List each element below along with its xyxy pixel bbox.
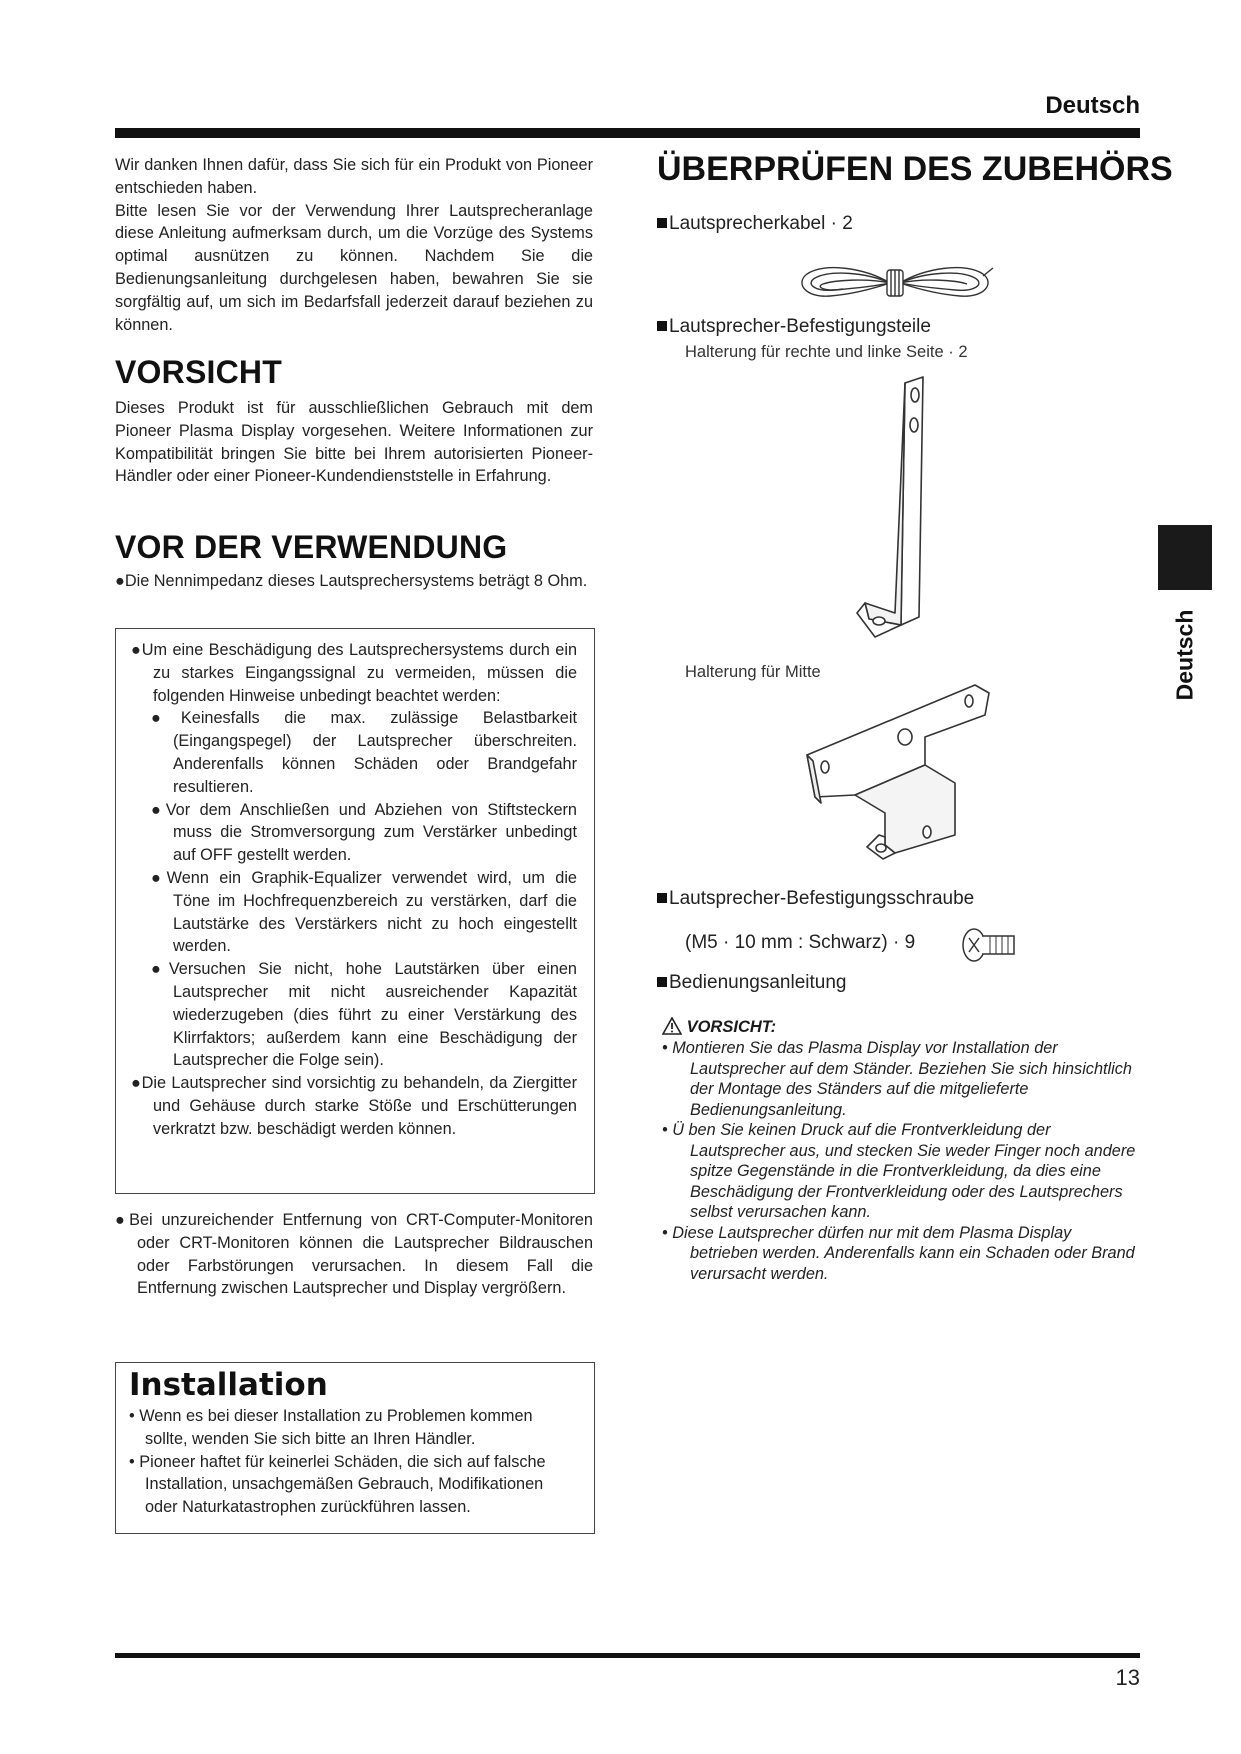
screw-spec: (M5 · 10 mm : Schwarz) · 9 xyxy=(685,932,916,953)
intro-section xyxy=(115,154,593,336)
warning-item: ●Vor dem Anschließen und Abziehen von Stiftsteckern muss die Stromversorgung zum Verstärker unbedingt auf OFF gestellt werden. xyxy=(151,800,577,865)
caution-item: • Diese Lautsprecher dürfen nur mit dem Plasma Display betrieben werden. Anderenfalls kann ein Schaden oder Brand verursacht werden. xyxy=(662,1223,1135,1283)
center-bracket-illustration xyxy=(795,675,1005,875)
impedance-note: ●Die Nennimpedanz dieses Lautsprechersystems beträgt 8 Ohm. xyxy=(115,572,588,590)
side-tab-label: Deutsch xyxy=(1171,609,1198,701)
installation-item: • Pioneer haftet für keinerlei Schäden, die sich auf falsche Installation, unsachgemäßen Gebrauch, Modifikationen oder Naturkatastrophen zurückführen lassen. xyxy=(129,1452,546,1517)
caution-heading: VORSICHT: xyxy=(686,1018,777,1036)
warning-box-intro: ●Um eine Beschädigung des Lautsprechersystems durch ein zu starkes Eingangssignal zu vermeiden, müssen die folgenden Hinweise unbedingt beachtet werden: xyxy=(131,641,577,705)
header-language: Deutsch xyxy=(1045,92,1140,119)
caution-section xyxy=(662,1017,1142,1284)
warning-triangle-icon xyxy=(662,1017,682,1035)
accessories-heading: ÜBERPRÜFEN DES ZUBEHÖRS xyxy=(657,150,1173,188)
bracket-center-label: Halterung für Mitte xyxy=(685,663,821,681)
intro-paragraph-2: Bitte lesen Sie vor der Verwendung Ihrer Lautsprecheranlage diese Anleitung aufmerksam durch, um die Vorzüge des Systems optimal ausnützen zu können. Nachdem Sie die Bedienungsanleitung durchgelesen haben, bewahren Sie sie sorgfältig auf, um sich im Bedarfsfall jederzeit darauf beziehen zu können. xyxy=(115,201,593,334)
accessory-cable: Lautsprecherkabel · 2 xyxy=(657,213,853,235)
bracket-side-label: Halterung für rechte und linke Seite · 2 xyxy=(685,343,968,361)
screw-icon xyxy=(960,924,1018,966)
caution-item: • Ü ben Sie keinen Druck auf die Frontverkleidung der Lautsprecher aus, und stecken Sie weder Finger noch andere spitze Gegenstände in die Frontverkleidung, da dies eine Beschädigung der Frontverkleidung oder des Lautsprechers selbst verursachen kann. xyxy=(662,1121,1136,1221)
footer-rule xyxy=(115,1653,1140,1658)
speaker-cable-illustration xyxy=(795,256,1000,311)
vor-der-verwendung-heading: VOR DER VERWENDUNG xyxy=(115,529,508,565)
installation-heading: Installation xyxy=(129,1367,328,1403)
accessory-screw: Lautsprecher-Befestigungsschraube xyxy=(657,888,974,910)
crt-note: ●Bei unzureichender Entfernung von CRT-Computer-Monitoren oder CRT-Monitoren können die Lautsprecher Bildrauschen oder Farbstörungen verursachen. In diesem Fall die Entfernung zwischen Lautsprecher und Display vergrößern. xyxy=(115,1211,593,1298)
warning-box-last: ●Die Lautsprecher sind vorsichtig zu behandeln, da Ziergitter und Gehäuse durch starke Stöße und Erschütterungen verkratzt bzw. beschädigt werden können. xyxy=(131,1074,577,1138)
header-rule xyxy=(115,128,1140,138)
warning-box xyxy=(115,628,595,1194)
installation-item: • Wenn es bei dieser Installation zu Problemen kommen sollte, wenden Sie sich bitte an Ihren Händler. xyxy=(129,1407,533,1448)
side-tab-marker xyxy=(1158,525,1212,590)
accessory-manual: Bedienungsanleitung xyxy=(657,972,847,994)
warning-item: ●Versuchen Sie nicht, hohe Lautstärken über einen Lautsprecher mit nicht ausreichender Kapazität wiederzugeben (dies führt zu einer Verstärkung des Klirrfaktors; außerdem kann eine Beschädigung der Lautsprecher die Folge sein). xyxy=(151,960,577,1070)
vorsicht-text: Dieses Produkt ist für ausschließlichen Gebrauch mit dem Pioneer Plasma Display vorgesehen. Weitere Informationen zur Kompatibilität bringen Sie bitte bei Ihrem autorisierten Pioneer-Händler oder einer Pioneer-Kundendienststelle in Erfahrung. xyxy=(115,399,593,486)
installation-box xyxy=(115,1362,595,1534)
warning-item: ●Wenn ein Graphik-Equalizer verwendet wird, um die Töne im Hochfrequenzbereich zu verstärken, darf die Lautstärke des Verstärkers nicht zu hoch eingestellt werden. xyxy=(151,868,577,956)
caution-item: • Montieren Sie das Plasma Display vor Installation der Lautsprecher auf dem Ständer. Beziehen Sie sich hinsichtlich der Montage des Ständers auf die mitgelieferte Bedienungsanleitung. xyxy=(662,1039,1132,1119)
side-bracket-illustration xyxy=(855,375,955,655)
accessory-mounting-parts: Lautsprecher-Befestigungsteile xyxy=(657,316,931,338)
page-number: 13 xyxy=(1115,1665,1140,1690)
vorsicht-heading: VORSICHT xyxy=(115,354,282,390)
intro-paragraph-1: Wir danken Ihnen dafür, dass Sie sich für ein Produkt von Pioneer entschieden haben. xyxy=(115,156,593,197)
warning-item: ●Keinesfalls die max. zulässige Belastbarkeit (Eingangspegel) der Lautsprecher überschreiten. Anderenfalls können Schäden oder Brandgefahr resultieren. xyxy=(151,709,577,796)
